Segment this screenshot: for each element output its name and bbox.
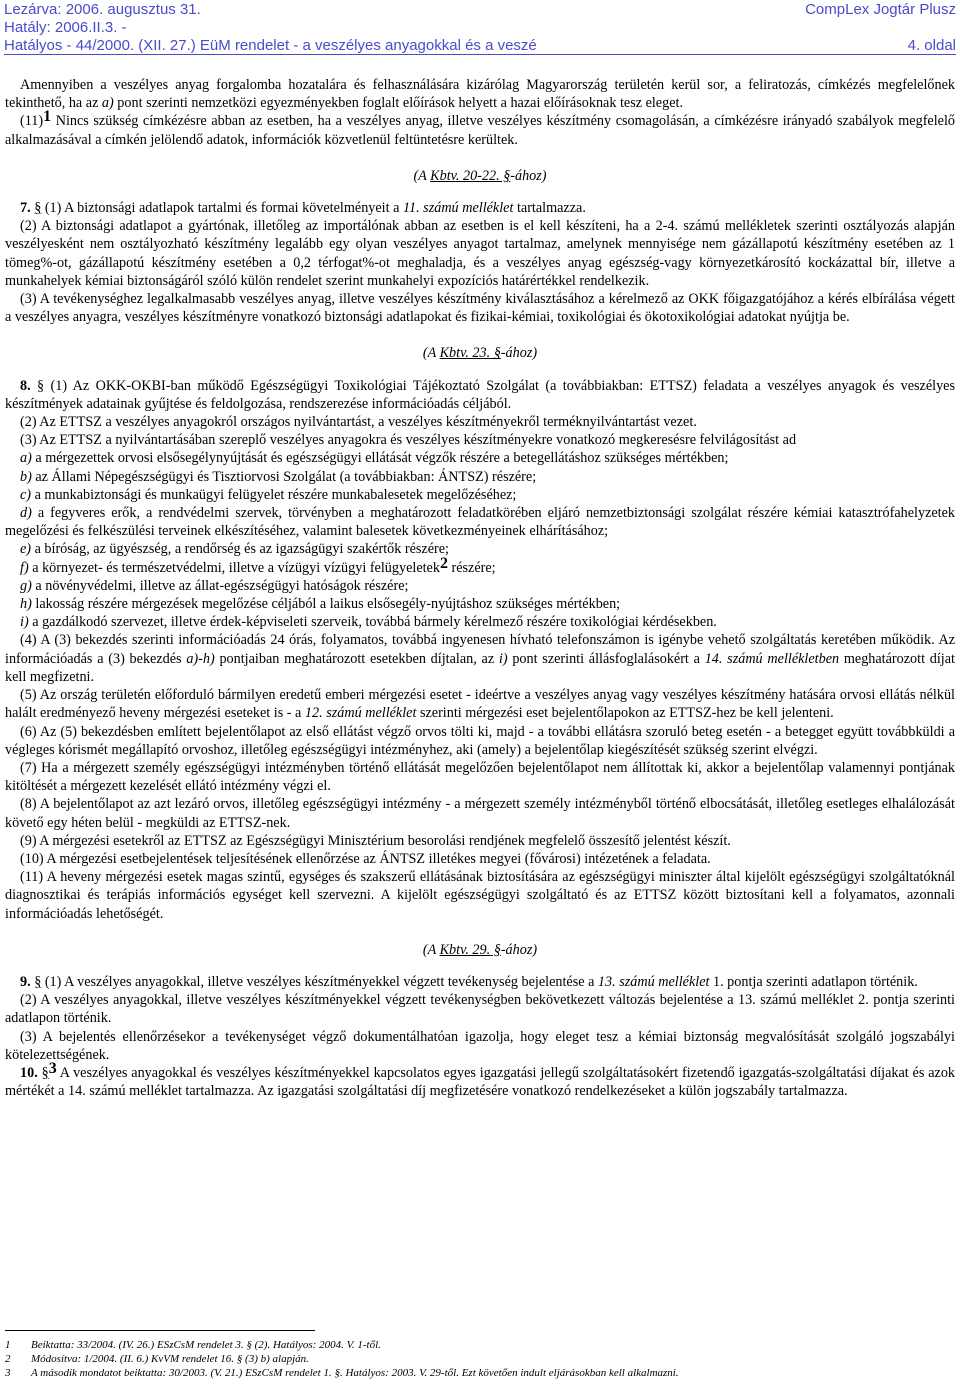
section-8-para-5: (5) Az ország területén előforduló bármilyen eredetű emberi mérgezési esetet - ideértve a veszélyes anyag vagy veszélyes készítmény hatására orvosi ellátás nélkül halált eredményező heveny mérgezési eseteket is - a 12. számú melléklet szerinti mérgezési eset bejelentőlapokon az ETTSZ-hez be kell jelenteni. xyxy=(5,687,955,722)
section-8-para-9: (9) A mérgezési esetekről az ETTSZ az Egészségügyi Minisztérium besorolási rendjének megfelelő összesítő jelentést készít. xyxy=(20,832,731,849)
footnote-rule xyxy=(5,1330,315,1331)
list-item: f) a környezet- és természetvédelmi, illetve a vízügyi vízügyi felügyeletek2 részére; xyxy=(20,554,496,576)
effective-date: Hatály: 2006.II.3. - xyxy=(4,19,127,36)
header-rule xyxy=(4,54,956,55)
law-link[interactable]: Kbtv. 29. xyxy=(439,941,491,958)
section-7-para-3: (3) A tevékenységhez legalkalmasabb veszélyes anyag, illetve veszélyes készítmény kiválasztásához a kérelmező az OKK főigazgatójához a kérés elbírálása végett a veszélyes anyagra, veszélyes készítményre vonatkozó biztonsági adatlapokat és fizikai-kémiai, toxikológiai és ökotoxikológiai adatokat nyújtja be. xyxy=(5,291,955,326)
page-header xyxy=(4,0,956,56)
footnote: 1 Beiktatta: 33/2004. (IV. 26.) ESzCsM rendelet 3. § (2). Hatályos: 2004. V. 1-től. xyxy=(5,1339,381,1351)
section-number: 10. xyxy=(20,1064,38,1081)
paragraph: (11)1 Nincs szükség címkézésre abban az esetben, ha a veszélyes anyag, illetve veszélyes készítmény csomagolásán, a címkézésre irányadó szabályok megfelelő alkalmazásával a címkén jelölendő adatok, információk közvetlenül feltüntetésre kerültek. xyxy=(5,108,955,148)
section-8-para-4: (4) A (3) bekezdés szerinti információadás 24 órás, folyamatos, továbbá ingyenesen hívható telefonszámon is igénybe vehető szolgáltatás keretében működik. Az információadás a (3) bekezdés a)-h) pontjaiban meghatározott esetekben díjtalan, az i) pont szerinti állásfoglalásokért a 14. számú mellékletben meghatározott díjat kell megfizetni. xyxy=(5,632,955,685)
section-8-para-6: (6) Az (5) bekezdésben említett bejelentőlapot az első ellátást végző orvos tölti ki, majd - a további ellátásra szoruló beteg esetén - a betegget együtt továbbküldi a végleges kórismét megállapító orvoshoz, illetőleg egészségügyi intézményhez, aki (amely) a bejelentőlap kiegészítését szükség szerint elvégzi. xyxy=(5,723,955,758)
section-number: 8. xyxy=(20,377,31,394)
section-9-para-1: 9. § (1) A veszélyes anyagokkal, illetve veszélyes készítményekkel végzett tevékenység bejelentése a 13. számú melléklet 1. pontja szerinti adatlapon történik. xyxy=(20,973,918,990)
document-body xyxy=(5,76,955,1100)
section-reference: (A Kbtv. 20-22. §-ához) xyxy=(413,167,547,184)
brand-name: CompLex Jogtár Plusz xyxy=(805,1,956,18)
page-number: 4. oldal xyxy=(907,37,956,54)
section-8-para-10: (10) A mérgezési esetbejelentések teljesítésének ellenőrzése az ÁNTSZ illetékes megyei (fővárosi) intézetének a feladata. xyxy=(20,850,711,867)
section-number: 9. xyxy=(20,973,31,990)
closing-date: Lezárva: 2006. augusztus 31. xyxy=(4,1,201,18)
section-7-para-1: 7. § (1) A biztonsági adatlapok tartalmi és formai követelményeit a 11. számú melléklet tartalmazza. xyxy=(20,200,586,217)
footnote-ref[interactable]: 3 xyxy=(48,1059,57,1077)
section-8-para-11: (11) A heveny mérgezési esetek magas szintű, egységes és szakszerű ellátásának biztosítására az egészségügyi miniszter által kijelölt egészségügyi szolgáltatóknál diagnosztikai és terápiás információs egységet kell szervezni. A kijelölt egészségügyi szolgáltató és az ETTSZ között biztosítani kell a folyamatos, azonnali információadás lehetőségét. xyxy=(5,869,955,922)
list-item: h) lakosság részére mérgezések megelőzése céljából a laikus elsősegély-nyújtáshoz szükséges mértékben; xyxy=(20,596,621,613)
list-item: d) a fegyveres erők, a rendvédelmi szervek, törvényben a meghatározott feladatkörében eljáró nemzetbiztonsági szolgálat részére kémiai katasztrófahelyzetek megelőzési és felkészülési terveinek elkészítéséhez, valamint balesetek következményeinek elhárításához; xyxy=(5,505,955,540)
document-title: Hatályos - 44/2000. (XII. 27.) EüM rendelet - a veszélyes anyagokkal és a veszé xyxy=(4,37,537,54)
law-link[interactable]: Kbtv. 20-22. xyxy=(430,167,500,184)
list-item: b) az Állami Népegészségügyi és Tisztiorvosi Szolgálat (a továbbiakban: ÁNTSZ) részére; xyxy=(20,468,537,485)
list-item: i) a gazdálkodó szervezet, illetve érdek-képviseleti szerveik, továbbá bármely kérelmező részére toxikológiai kérdésekben. xyxy=(20,614,717,631)
list-item: a) a mérgezettek orvosi elsősegélynyújtását és egészségügyi ellátását végzők részére a betegellátáshoz szükséges mértékben; xyxy=(20,450,729,467)
footnote: 2 Módosítva: 1/2004. (II. 6.) KvVM rendelet 16. § (3) b) alapján. xyxy=(5,1353,309,1365)
section-reference: (A Kbtv. 29. §-ához) xyxy=(422,941,538,958)
list-item: e) a bíróság, az ügyészség, a rendőrség és az igazságügyi szakértők részére; xyxy=(20,541,449,558)
section-8-para-1: 8. § (1) Az OKK-OKBI-ban működő Egészségügyi Toxikológiai Tájékoztató Szolgálat (a továbbiakban: ETTSZ) feladata a veszélyes anyagok és veszélyes készítmények adatainak gyűjtése és feldolgozása, rendszerezése információadás céljából. xyxy=(5,377,955,412)
paragraph: Amennyiben a veszélyes anyag forgalomba hozatalára és felhasználására kizárólag Magyarország területén kerül sor, a feliratozás, címkézés megfelelőnek tekinthető, ha az a) pont szerinti nemzetközi egyezményekben foglalt előírások helyett a hazai előírásoknak tesz eleget. xyxy=(5,77,955,112)
section-number: 7. xyxy=(20,200,31,217)
footnote-ref[interactable]: 2 xyxy=(439,554,448,572)
section-10: 10. §3 A veszélyes anyagokkal és veszélyes készítményekkel kapcsolatos egyes igazgatási jellegű szolgáltatásokért fizetendő igazgatás-szolgáltatási díjakat és azok mértékét a 14. számú melléklet tartalmazza. Az igazgatási szolgáltatási díj megfizetésére vonatkozó rendelkezéseket a külön jogszabály tartalmazza. xyxy=(5,1059,956,1100)
section-8-para-8: (8) A bejelentőlapot az azt lezáró orvos, illetőleg egészségügyi intézmény - a mérgezett személy intézményből történő elbocsátását, illetőleg esetleges elhalálozását követő egy héten belül - megküldi az ETTSZ-nek. xyxy=(5,796,955,831)
section-9-para-2: (2) A veszélyes anyagokkal, illetve veszélyes készítményekkel végzett tevékenységben bekövetkezett változás bejelentése a 13. számú melléklet 2. pontja szerinti adatlapon történik. xyxy=(5,992,955,1027)
section-8-para-2: (2) Az ETTSZ a veszélyes anyagokról országos nyilvántartást, a veszélyes készítményekről terméknyilvántartást vezet. xyxy=(20,414,697,431)
footnote: 3 A második mondatot beiktatta: 30/2003. (V. 21.) ESzCsM rendelet 1. §. Hatályos: 2003. V. 29-től. Ezt követően indult eljárásokban kell alkalmazni. xyxy=(5,1367,679,1379)
section-7-para-2: (2) A biztonsági adatlapot a gyártónak, illetőleg az importálónak abban az esetben is el kell készíteni, ha a 2-4. számú mellékletek szerinti osztályozás alapján veszélyesként nem osztályozható készítmény legalább egy olyan veszélyes anyagot tartalmaz, amelynek mennyisége nem gázállapotú készítmény esetében az 1 tömeg%-ot, gázállapotú készítmény esetében a 0,2 térfogat%-ot meghaladja, és a veszélyes anyag egészség-vagy környezetkárosító kockázattal bír, illetve a munkahelyek kémiai biztonságáról szóló külön rendelet szerint munkahelyi expozíciós határértékkel rendelkezik. xyxy=(5,218,955,289)
list-item: c) a munkabiztonsági és munkaügyi felügyelet részére munkabalesetek megelőzéséhez; xyxy=(20,486,517,503)
section-reference: (A Kbtv. 23. §-ához) xyxy=(422,345,538,362)
section-9-para-3: (3) A bejelentés ellenőrzésekor a tevékenységet végző dokumentálhatóan igazolja, hogy eleget tesz a kémiai biztonság megvalósítását szolgáló jogszabályi kötelezettségének. xyxy=(5,1028,955,1063)
law-link[interactable]: Kbtv. 23. xyxy=(439,345,491,362)
section-8-para-3: (3) Az ETTSZ a nyilvántartásában szereplő veszélyes anyagokra és veszélyes készítményekre vonatkozó megkeresésre felvilágosítást ad xyxy=(20,432,797,449)
section-8-para-7: (7) Ha a mérgezett személy egészségügyi intézményben történő ellátását megelőzően bejelentőlapot nem állítottak ki, akkor a bejelentőlap valamennyi pontjának kitöltését a mérgezett kezelését ellátó intézmény végzi el. xyxy=(5,759,955,795)
list-item: g) a növényvédelmi, illetve az állat-egészségügyi hatóságok részére; xyxy=(20,577,409,594)
footnotes xyxy=(5,1338,955,1380)
footnote-ref[interactable]: 1 xyxy=(43,108,52,126)
